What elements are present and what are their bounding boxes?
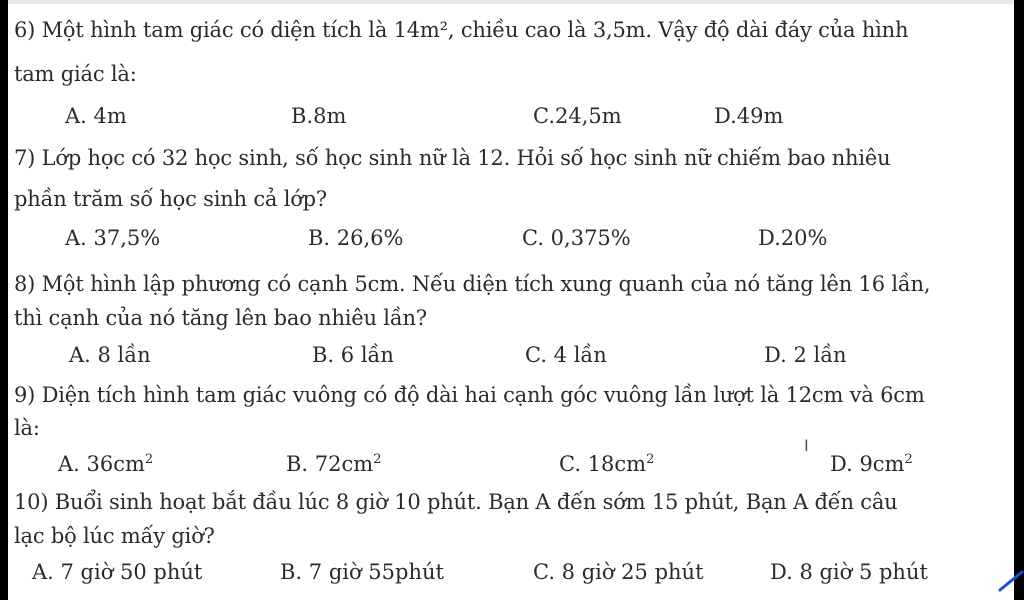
q10-option-a: A. 7 giờ 50 phút xyxy=(32,560,203,584)
q6-text-line2: tam giác là: xyxy=(14,62,137,86)
q9-option-a-text: A. 36cm xyxy=(58,452,145,476)
q7-option-a: A. 37,5% xyxy=(65,226,161,250)
q8-option-d: D. 2 lần xyxy=(764,343,847,367)
q10-text-line2: lạc bộ lúc mấy giờ? xyxy=(14,524,215,548)
q10-option-c: C. 8 giờ 25 phút xyxy=(533,560,704,584)
q9-option-b xyxy=(286,452,381,476)
q10-option-b: B. 7 giờ 55phút xyxy=(280,560,444,584)
q9-option-c-text: C. 18cm xyxy=(559,452,647,476)
q7-option-d: D.20% xyxy=(758,226,828,250)
q9-option-b-text: B. 72cm xyxy=(286,452,374,476)
top-cut-text-strip xyxy=(8,0,1014,4)
q9-text-line2: là: xyxy=(14,416,40,440)
q7-option-c: C. 0,375% xyxy=(522,226,631,250)
pen-stroke-icon xyxy=(998,568,1024,592)
text-cursor-icon: I xyxy=(804,436,809,455)
q6-option-c: C.24,5m xyxy=(533,104,622,128)
q9-option-c-exp: 2 xyxy=(646,452,655,467)
q6-option-d: D.49m xyxy=(714,104,784,128)
q9-option-d-text: D. 9cm xyxy=(830,452,905,476)
q8-option-b: B. 6 lần xyxy=(312,343,394,367)
q7-text-line1: 7) Lớp học có 32 học sinh, số học sinh nữ là 12. Hỏi số học sinh nữ chiếm bao nhiêu xyxy=(14,146,891,170)
q10-option-d: D. 8 giờ 5 phút xyxy=(770,560,928,584)
q9-text-line1: 9) Diện tích hình tam giác vuông có độ dài hai cạnh góc vuông lần lượt là 12cm và 6cm xyxy=(14,383,925,407)
q8-option-a: A. 8 lần xyxy=(69,343,151,367)
q9-option-d xyxy=(830,452,913,476)
q10-text-line1: 10) Buổi sinh hoạt bắt đầu lúc 8 giờ 10 phút. Bạn A đến sớm 15 phút, Bạn A đến câu xyxy=(14,490,898,514)
q9-option-c xyxy=(559,452,654,476)
q9-option-a xyxy=(58,452,153,476)
q8-option-c: C. 4 lần xyxy=(525,343,607,367)
q7-text-line2: phần trăm số học sinh cả lớp? xyxy=(14,187,327,211)
worksheet-page xyxy=(8,0,1014,600)
q7-option-b: B. 26,6% xyxy=(308,226,404,250)
q8-text-line2: thì cạnh của nó tăng lên bao nhiêu lần? xyxy=(14,306,427,330)
q9-option-d-exp: 2 xyxy=(904,452,913,467)
q9-option-b-exp: 2 xyxy=(373,452,382,467)
q8-text-line1: 8) Một hình lập phương có cạnh 5cm. Nếu diện tích xung quanh của nó tăng lên 16 lần, xyxy=(14,272,931,296)
q6-option-a: A. 4m xyxy=(65,104,127,128)
q6-text-line1: 6) Một hình tam giác có diện tích là 14m², chiều cao là 3,5m. Vậy độ dài đáy của hình xyxy=(14,18,909,42)
q6-option-b: B.8m xyxy=(291,104,347,128)
q9-option-a-exp: 2 xyxy=(144,452,154,467)
